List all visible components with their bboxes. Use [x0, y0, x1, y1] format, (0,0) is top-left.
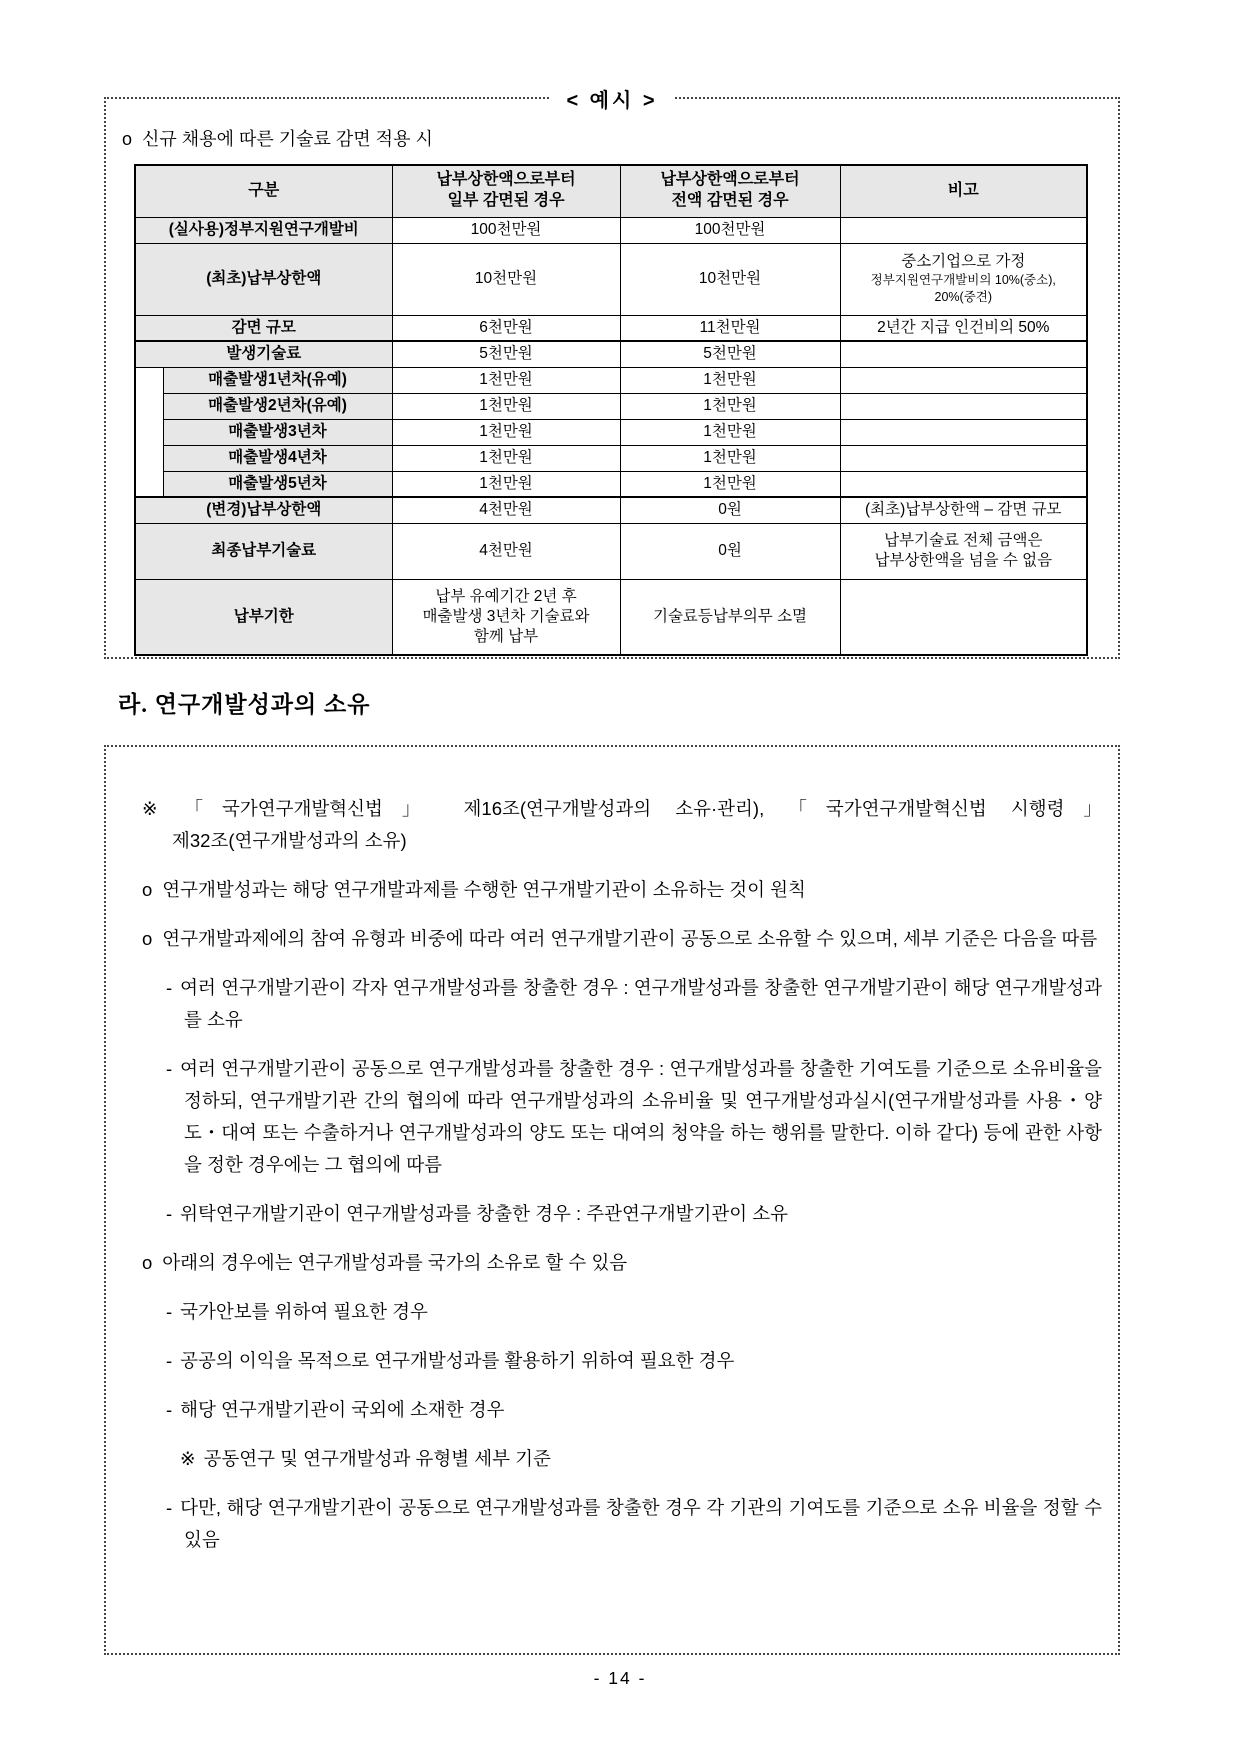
indent-cell [135, 367, 163, 497]
note-marker: ※ [142, 798, 177, 819]
remark-cell [840, 419, 1087, 445]
value-line: 납부 유예기간 2년 후 [435, 587, 577, 605]
value-cell: 1천만원 [392, 471, 620, 497]
bullet-item [124, 874, 1102, 906]
remark-sub-line: 20%(중견) [934, 290, 993, 305]
reference-note-line [142, 793, 1102, 825]
value-cell: 1천만원 [620, 393, 840, 419]
row-label-cell: 납부기한 [135, 579, 392, 655]
value-cell: 10천만원 [620, 243, 840, 315]
dash-marker: - [166, 1399, 173, 1420]
row-label-cell: 매출발생2년차(유예) [163, 393, 392, 419]
value-cell: 4천만원 [392, 497, 620, 523]
item-text: 아래의 경우에는 연구개발성과를 국가의 소유로 할 수 있음 [162, 1252, 628, 1273]
table-row [135, 393, 1087, 419]
value-line: 함께 납부 [473, 627, 539, 645]
reference-note [124, 793, 1102, 857]
table-row [135, 471, 1087, 497]
header-cell-category: 구분 [135, 165, 392, 217]
example-intro-line [122, 125, 1118, 151]
dash-marker: - [166, 1058, 173, 1079]
note-marker: ※ [180, 1448, 196, 1469]
table-row [135, 367, 1087, 393]
item-text: 다만, 해당 연구개발기관이 공동으로 연구개발성과를 창출한 경우 각 기관의 기여도를 기준으로 소유 비율을 정할 수 있음 [180, 1497, 1102, 1550]
item-text: 공공의 이익을 목적으로 연구개발성과를 활용하기 위하여 필요한 경우 [180, 1350, 735, 1371]
ownership-section-box [104, 745, 1120, 1655]
value-line: 매출발생 3년차 기술료와 [422, 607, 590, 625]
value-cell: 5천만원 [620, 341, 840, 367]
item-text: 연구개발과제에의 참여 유형과 비중에 따라 여러 연구개발기관이 공동으로 소유할 수 있으며, 세부 기준은 다음을 따름 [162, 928, 1098, 949]
table-row [135, 579, 1087, 655]
value-cell: 1천만원 [392, 367, 620, 393]
section-heading: 라. 연구개발성과의 소유 [118, 692, 371, 717]
value-cell: 1천만원 [392, 393, 620, 419]
item-text: 연구개발성과는 해당 연구개발과제를 수행한 연구개발기관이 소유하는 것이 원칙 [162, 879, 806, 900]
header-line: 전액 감면된 경우 [671, 192, 789, 210]
remark-cell [840, 579, 1087, 655]
item-text: 여러 연구개발기관이 각자 연구개발성과를 창출한 경우 : 연구개발성과를 창출한 연구개발기관이 해당 연구개발성과를 소유 [180, 977, 1102, 1030]
table-row [135, 419, 1087, 445]
header-cell-partial-case [392, 165, 620, 217]
value-cell: 1천만원 [392, 419, 620, 445]
header-cell-full-case [620, 165, 840, 217]
bullet-marker: o [142, 1252, 153, 1273]
example-callout-box [104, 90, 1120, 659]
value-cell: 0원 [620, 523, 840, 579]
dash-item [124, 1198, 1102, 1230]
remark-line: 납부상한액을 넘을 수 없음 [874, 552, 1053, 569]
table-header-row [135, 165, 1087, 217]
remark-line: 납부기술료 전체 금액은 [884, 531, 1043, 549]
bullet-marker: o [142, 928, 153, 949]
dash-marker: - [166, 977, 173, 998]
table-row [135, 445, 1087, 471]
remark-cell [840, 217, 1087, 243]
row-label-cell: 매출발생1년차(유예) [163, 367, 392, 393]
header-line: 납부상한액으로부터 [660, 171, 800, 189]
remark-sub-line: 정부지원연구개발비의 10%(중소), [870, 273, 1056, 288]
row-label-cell: 발생기술료 [135, 341, 392, 367]
page-number: - 14 - [593, 1668, 647, 1688]
remark-cell: (최초)납부상한액 – 감면 규모 [840, 497, 1087, 523]
dash-item [124, 972, 1102, 1036]
value-cell: 5천만원 [392, 341, 620, 367]
reference-note-line: 제32조(연구개발성과의 소유) [172, 830, 407, 851]
remark-cell [840, 243, 1087, 315]
row-label-cell: (변경)납부상한액 [135, 497, 392, 523]
remark-cell [840, 471, 1087, 497]
row-label-cell: 매출발생5년차 [163, 471, 392, 497]
item-text: 여러 연구개발기관이 공동으로 연구개발성과를 창출한 경우 : 연구개발성과를 창출한 기여도를 기준으로 소유비율을 정하되, 연구개발기관 간의 협의에 따라 연구개발성과의 소유비율 및 연구개발성과실시(연구개발성과를 사용・양도・대여 또는 수출하거나 연구개발성과의 양도 또는 대여의 청약을 하는 행위를 말한다. 이하 같다) 등에 관한 사항을 정한 경우에는 그 협의에 따름 [180, 1058, 1102, 1175]
value-cell: 0원 [620, 497, 840, 523]
item-text: 「국가연구개발혁신법」 제16조(연구개발성과의 소유·관리), 「국가연구개발혁신법 시행령」 [184, 798, 1102, 819]
remark-cell [840, 393, 1087, 419]
table-row [135, 217, 1087, 243]
bullet-item [124, 923, 1102, 955]
dash-marker: - [166, 1350, 173, 1371]
fee-reduction-table [134, 164, 1088, 656]
dash-marker: - [166, 1301, 173, 1322]
row-label-cell: 최종납부기술료 [135, 523, 392, 579]
value-cell: 11천만원 [620, 315, 840, 341]
table-row [135, 243, 1087, 315]
example-box-title: < 예시 > [550, 84, 673, 113]
value-cell: 10천만원 [392, 243, 620, 315]
table-row [135, 315, 1087, 341]
row-label-cell: 매출발생4년차 [163, 445, 392, 471]
value-cell [392, 579, 620, 655]
value-cell: 1천만원 [392, 445, 620, 471]
value-cell: 100천만원 [620, 217, 840, 243]
row-label-cell: (실사용)정부지원연구개발비 [135, 217, 392, 243]
value-cell: 1천만원 [620, 445, 840, 471]
dash-item [124, 1053, 1102, 1181]
remark-cell [840, 523, 1087, 579]
value-cell: 4천만원 [392, 523, 620, 579]
bullet-marker: o [122, 129, 133, 149]
table-row [135, 497, 1087, 523]
value-cell: 기술료등납부의무 소멸 [620, 579, 840, 655]
item-text: 위탁연구개발기관이 연구개발성과를 창출한 경우 : 주관연구개발기관이 소유 [180, 1203, 789, 1224]
remark-cell [840, 341, 1087, 367]
item-text: 공동연구 및 연구개발성과 유형별 세부 기준 [203, 1448, 551, 1469]
table-row [135, 341, 1087, 367]
item-text: 국가안보를 위하여 필요한 경우 [180, 1301, 428, 1322]
row-label-cell: (최초)납부상한액 [135, 243, 392, 315]
bullet-item [124, 1247, 1102, 1279]
intro-text: 신규 채용에 따른 기술료 감면 적용 시 [142, 129, 433, 149]
value-cell: 100천만원 [392, 217, 620, 243]
dash-item [124, 1296, 1102, 1328]
value-cell: 1천만원 [620, 419, 840, 445]
dash-marker: - [166, 1497, 173, 1518]
value-cell: 1천만원 [620, 471, 840, 497]
remark-cell [840, 367, 1087, 393]
remark-cell: 2년간 지급 인건비의 50% [840, 315, 1087, 341]
header-cell-remarks: 비고 [840, 165, 1087, 217]
remark-main-line: 중소기업으로 가정 [901, 253, 1026, 271]
row-label-cell: 감면 규모 [135, 315, 392, 341]
value-cell: 1천만원 [620, 367, 840, 393]
header-line: 납부상한액으로부터 [436, 171, 576, 189]
bullet-marker: o [142, 879, 153, 900]
dash-marker: - [166, 1203, 173, 1224]
table-row [135, 523, 1087, 579]
dash-item [124, 1394, 1102, 1426]
row-label-cell: 매출발생3년차 [163, 419, 392, 445]
item-text: 해당 연구개발기관이 국외에 소재한 경우 [180, 1399, 505, 1420]
dash-item [124, 1345, 1102, 1377]
dash-item [124, 1492, 1102, 1556]
header-line: 일부 감면된 경우 [447, 192, 565, 210]
remark-cell [840, 445, 1087, 471]
sub-note [124, 1443, 1102, 1475]
value-cell: 6천만원 [392, 315, 620, 341]
